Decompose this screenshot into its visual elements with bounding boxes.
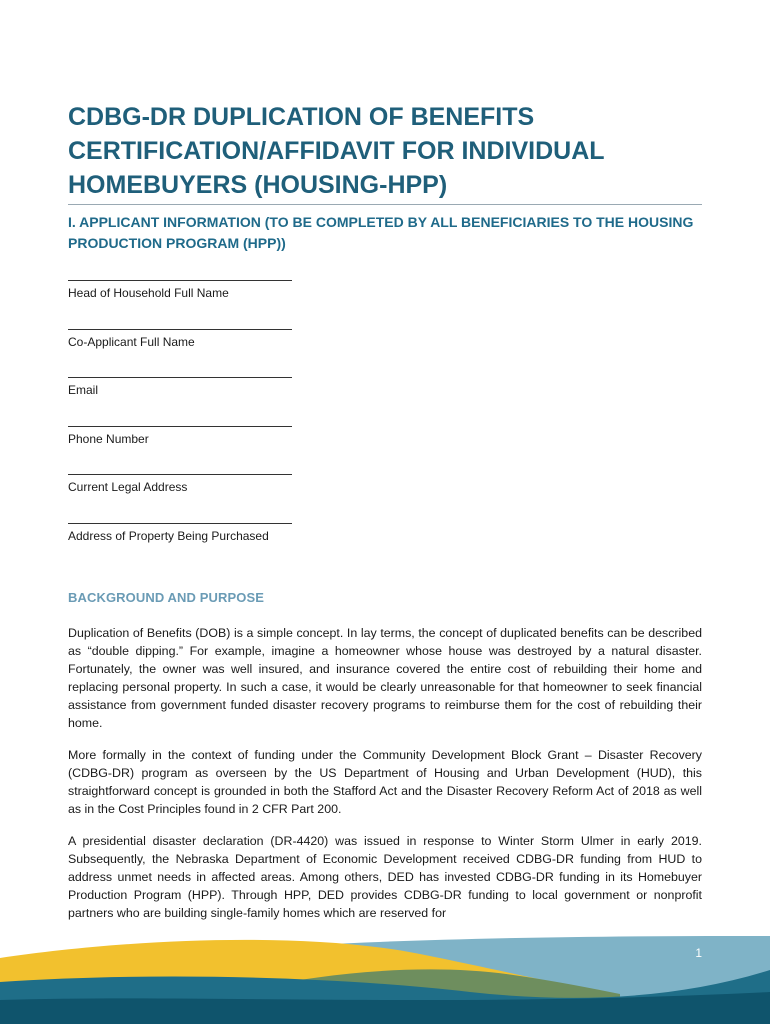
field-label: Address of Property Being Purchased	[68, 528, 269, 543]
field-label: Email	[68, 383, 99, 397]
applicant-fields	[68, 266, 368, 557]
field-current-address	[68, 460, 368, 509]
background-body	[68, 624, 702, 936]
paragraph: A presidential disaster declaration (DR-4420) was issued in response to Winter Storm Ulmer in early 2019. Subsequently, the Nebraska Department of Economic Development received CDBG-DR funding from HUD to address unmet needs in affected areas. Among others, DED has invested CDBG-DR funding in its Homebuyer Production Program (HPP). Through HPP, DED provides CDBG-DR funding to local government or nonprofit partners who are building single-family homes which are reserved for	[68, 834, 702, 920]
field-label: Phone Number	[68, 431, 149, 446]
section-heading-applicant-info: I. APPLICANT INFORMATION (TO BE COMPLETED BY ALL BENEFICIARIES TO THE HOUSING PRODUCTION PROGRAM (HPP))	[68, 214, 694, 251]
field-label: Co-Applicant Full Name	[68, 334, 195, 349]
field-email	[68, 363, 368, 412]
field-property-address	[68, 509, 368, 558]
field-phone	[68, 412, 368, 461]
property-address-input[interactable]	[68, 509, 292, 524]
email-input[interactable]	[68, 363, 292, 378]
co-applicant-input[interactable]	[68, 315, 292, 330]
page-number: 1	[695, 946, 702, 960]
field-label: Current Legal Address	[68, 480, 188, 494]
field-co-applicant	[68, 315, 368, 364]
current-address-input[interactable]	[68, 460, 292, 475]
field-label: Head of Household Full Name	[68, 286, 229, 300]
footer-wave-decoration	[0, 930, 770, 1024]
field-head-of-household	[68, 266, 368, 315]
document-title: CDBG-DR DUPLICATION OF BENEFITS CERTIFICATION/AFFIDAVIT FOR INDIVIDUAL HOMEBUYERS (HOUSING-HPP)	[68, 100, 702, 205]
background-heading: BACKGROUND AND PURPOSE	[68, 590, 265, 605]
paragraph: Duplication of Benefits (DOB) is a simple concept. In lay terms, the concept of duplicated benefits can be described as “double dipping.” For example, imagine a homeowner whose house was destroyed by a natural disaster. Fortunately, the owner was well insured, and insurance covered the entire cost of rebuilding their home and replacing personal property. In such a case, it would be clearly unreasonable for that homeowner to seek financial assistance from government funded disaster recovery programs to reimburse them for the cost of rebuilding their home.	[68, 626, 702, 730]
head-of-household-input[interactable]	[68, 266, 292, 281]
paragraph: More formally in the context of funding under the Community Development Block Grant – Disaster Recovery (CDBG-DR) program as overseen by the US Department of Housing and Urban Development (HUD), this straightforward concept is grounded in both the Stafford Act and the Disaster Recovery Reform Act of 2018 as well as in the Cost Principles found in 2 CFR Part 200.	[68, 748, 702, 816]
phone-input[interactable]	[68, 412, 292, 427]
